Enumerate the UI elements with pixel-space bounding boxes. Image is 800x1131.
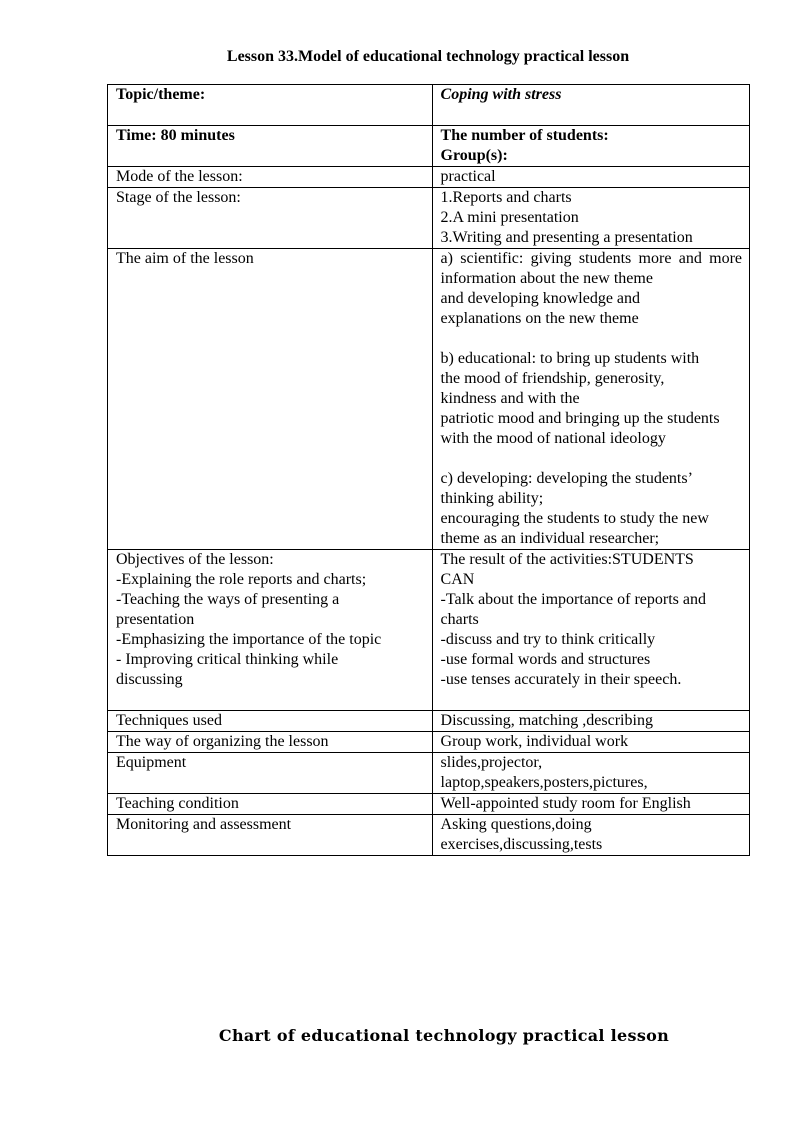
condition-label: Teaching condition bbox=[108, 794, 433, 815]
stage-list bbox=[432, 188, 749, 249]
aim-developing-line: thinking ability; bbox=[440, 490, 544, 507]
monitoring-label: Monitoring and assessment bbox=[108, 815, 433, 856]
table-row bbox=[108, 167, 750, 188]
table-row bbox=[108, 85, 750, 126]
results-line: -discuss and try to think critically bbox=[440, 631, 656, 648]
results-cell bbox=[432, 550, 749, 711]
table-row bbox=[108, 188, 750, 249]
results-line: CAN bbox=[440, 571, 475, 588]
time-label: Time: 80 minutes bbox=[108, 126, 433, 167]
table-row bbox=[108, 815, 750, 856]
aim-educational-line: with the mood of national ideology bbox=[440, 430, 666, 447]
topic-label: Topic/theme: bbox=[108, 85, 433, 126]
stage-item: 3.Writing and presenting a presentation bbox=[440, 229, 693, 246]
results-line: -use formal words and structures bbox=[440, 651, 651, 668]
objectives-cell bbox=[108, 550, 433, 711]
organizing-label: The way of organizing the lesson bbox=[108, 732, 433, 753]
table-row bbox=[108, 711, 750, 732]
table-row bbox=[108, 126, 750, 167]
topic-value: Coping with stress bbox=[432, 85, 749, 126]
mode-label: Mode of the lesson: bbox=[108, 167, 433, 188]
lesson-plan-table bbox=[107, 84, 750, 856]
monitoring-value bbox=[432, 815, 749, 856]
students-cell bbox=[432, 126, 749, 167]
techniques-label: Techniques used bbox=[108, 711, 433, 732]
monitoring-line: Asking questions,doing bbox=[440, 816, 592, 833]
mode-value: practical bbox=[432, 167, 749, 188]
results-line: -Talk about the importance of reports and bbox=[440, 591, 706, 608]
page-title: Lesson 33.Model of educational technology practical lesson bbox=[226, 48, 630, 65]
equipment-line: slides,projector, bbox=[440, 754, 543, 771]
stage-item: 2.A mini presentation bbox=[440, 209, 579, 226]
objectives-line: -Explaining the role reports and charts; bbox=[116, 571, 367, 588]
chart-section-title: Chart of educational technology practical lesson bbox=[218, 1026, 670, 1045]
equipment-line: laptop,speakers,posters,pictures, bbox=[440, 774, 648, 791]
objectives-line: -Emphasizing the importance of the topic bbox=[116, 631, 382, 648]
condition-value: Well-appointed study room for English bbox=[432, 794, 749, 815]
aim-scientific-line: and developing knowledge and bbox=[440, 290, 641, 307]
stage-label: Stage of the lesson: bbox=[108, 188, 433, 249]
table-row bbox=[108, 732, 750, 753]
objectives-line: Objectives of the lesson: bbox=[116, 551, 274, 568]
aim-content bbox=[432, 249, 749, 550]
aim-developing-line: theme as an individual researcher; bbox=[440, 530, 660, 547]
results-line: -use tenses accurately in their speech. bbox=[440, 671, 682, 688]
aim-educational-line: the mood of friendship, generosity, bbox=[440, 370, 665, 387]
results-line: The result of the activities:STUDENTS bbox=[440, 551, 694, 568]
aim-educational-line: kindness and with the bbox=[440, 390, 580, 407]
equipment-value bbox=[432, 753, 749, 794]
results-line: charts bbox=[440, 611, 479, 628]
stage-item: 1.Reports and charts bbox=[440, 189, 572, 206]
monitoring-line: exercises,discussing,tests bbox=[440, 836, 603, 853]
table-row bbox=[108, 794, 750, 815]
aim-educational: b) educational: to bring up students with bbox=[440, 350, 700, 367]
table-row bbox=[108, 249, 750, 550]
objectives-line: presentation bbox=[116, 611, 195, 628]
objectives-line: -Teaching the ways of presenting a bbox=[116, 591, 340, 608]
techniques-value: Discussing, matching ,describing bbox=[432, 711, 749, 732]
aim-label: The aim of the lesson bbox=[108, 249, 433, 550]
table-row bbox=[108, 753, 750, 794]
aim-developing-line: encouraging the students to study the new bbox=[440, 510, 709, 527]
aim-scientific: a) scientific: giving students more and more information about the new theme bbox=[440, 250, 742, 287]
aim-scientific-line: explanations on the new theme bbox=[440, 310, 639, 327]
table-row bbox=[108, 550, 750, 711]
objectives-line: discussing bbox=[116, 671, 183, 688]
aim-developing: c) developing: developing the students’ bbox=[440, 470, 693, 487]
aim-educational-line: patriotic mood and bringing up the students bbox=[440, 410, 720, 427]
organizing-value: Group work, individual work bbox=[432, 732, 749, 753]
students-number-label: The number of students: bbox=[440, 127, 609, 144]
objectives-line: - Improving critical thinking while bbox=[116, 651, 339, 668]
equipment-label: Equipment bbox=[108, 753, 433, 794]
groups-label: Group(s): bbox=[440, 147, 508, 164]
